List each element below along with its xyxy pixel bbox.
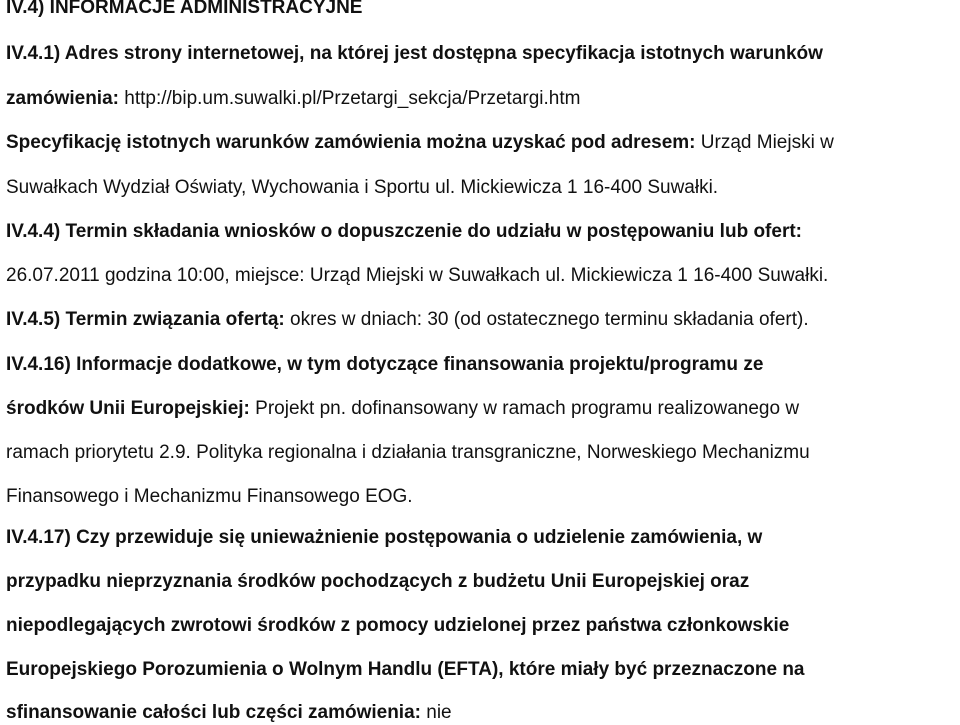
document-line [6,308,809,332]
line-normal-text: Urząd Miejski w [695,132,834,153]
document-line [6,42,823,66]
document-line [6,397,799,421]
line-bold-text: IV.4.16) Informacje dodatkowe, w tym dotyczące finansowania projektu/programu ze [6,354,764,375]
line-normal-text: ramach priorytetu 2.9. Polityka regionalna i działania transgraniczne, Norweskiego Mechanizmu [6,442,810,463]
line-bold-text: niepodlegających zwrotowi środków z pomocy udzielonej przez państwa członkowskie [6,615,790,636]
document-line [6,220,802,244]
line-bold-text: przypadku nieprzyznania środków pochodzących z budżetu Unii Europejskiej oraz [6,571,750,592]
line-bold-text: IV.4.1) Adres strony internetowej, na której jest dostępna specyfikacja istotnych warunków [6,43,823,64]
line-bold-text: IV.4.4) Termin składania wniosków o dopuszczenie do udziału w postępowaniu lub ofert: [6,221,802,242]
section-heading: IV.4) INFORMACJE ADMINISTRACYJNE [6,0,363,18]
line-bold-text: środków Unii Europejskiej: [6,398,250,419]
document-line [6,570,749,594]
document-line [6,658,805,682]
line-normal-text: Suwałkach Wydział Oświaty, Wychowania i Sportu ul. Mickiewicza 1 16-400 Suwałki. [6,177,719,198]
line-normal-text: Finansowego i Mechanizmu Finansowego EOG. [6,486,413,507]
document-line [6,485,413,509]
line-bold-text: zamówienia: [6,88,119,109]
document-line [6,614,789,638]
document-line [6,264,828,288]
line-bold-text: IV.4.17) Czy przewiduje się unieważnienie postępowania o udzielenie zamówienia, w [6,527,763,548]
line-normal-text: 26.07.2011 godzina 10:00, miejsce: Urząd Miejski w Suwałkach ul. Mickiewicza 1 16-400 Suwałki. [6,265,829,286]
line-bold-text: Europejskiego Porozumienia o Wolnym Handlu (EFTA), które miały być przeznaczone na [6,659,805,680]
document-line [6,131,834,155]
line-normal-text: Projekt pn. dofinansowany w ramach programu realizowanego w [249,398,800,419]
line-normal-text: nie [420,702,452,723]
document-line [6,526,762,550]
document-line [6,441,810,465]
document-line [6,87,580,111]
line-normal-text: http://bip.um.suwalki.pl/Przetargi_sekcja/Przetargi.htm [118,88,581,109]
document-line [6,176,718,200]
document-line [6,701,452,725]
line-bold-text: IV.4.5) Termin związania ofertą: [6,309,285,330]
line-bold-text: sfinansowanie całości lub części zamówienia: [6,702,421,723]
line-normal-text: okres w dniach: 30 (od ostatecznego terminu składania ofert). [284,309,809,330]
document-line [6,353,763,377]
line-bold-text: Specyfikację istotnych warunków zamówienia można uzyskać pod adresem: [6,132,696,153]
